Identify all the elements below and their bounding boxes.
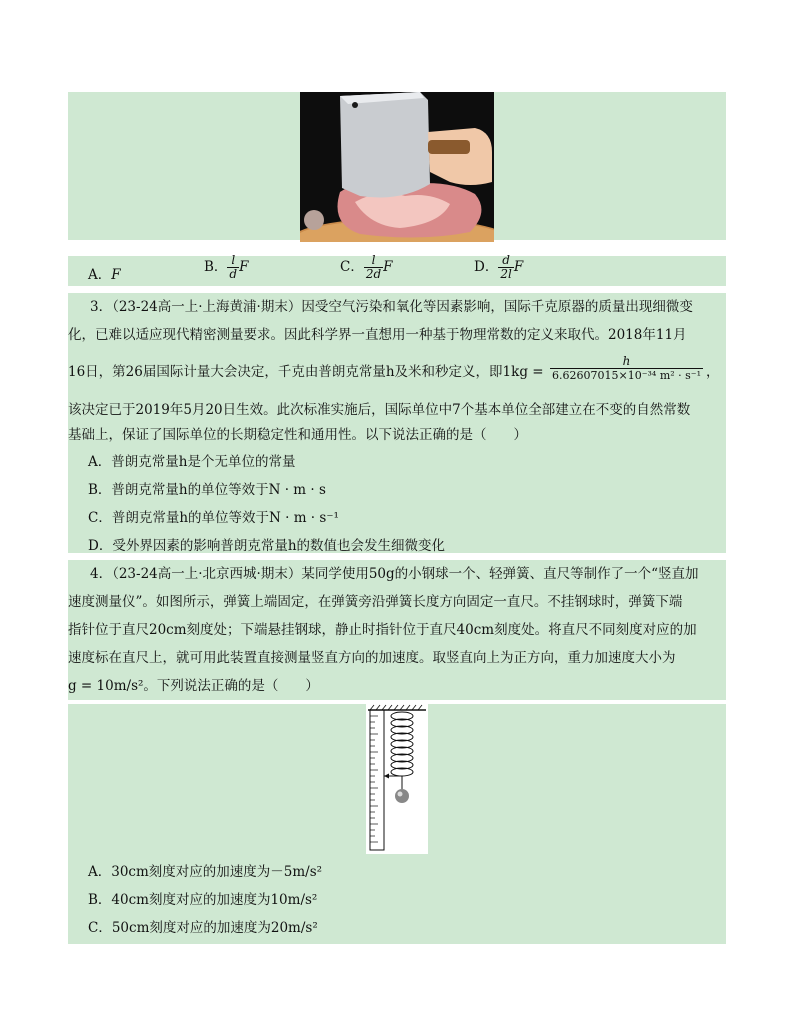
- option-label: D．: [474, 259, 499, 275]
- q3-option-b[interactable]: B．普朗克常量h的单位等效于N · m · s: [88, 482, 326, 498]
- q2-option-d[interactable]: [474, 254, 523, 281]
- q4-stem-line: 4．（23-24高一上·北京西城·期末）某同学使用50g的小钢球一个、轻弹簧、直尺等制作了一个“竖直加: [90, 566, 699, 582]
- q2-option-b[interactable]: [204, 254, 248, 281]
- option-label: B．: [204, 259, 228, 275]
- fraction: $\frac{l}{d}$: [229, 253, 238, 281]
- q2-option-c[interactable]: [340, 254, 393, 281]
- q3-comma: ，: [706, 364, 720, 380]
- option-expr: F: [513, 259, 524, 275]
- option-expr: F: [383, 259, 393, 275]
- cleaver-photo: [300, 92, 494, 242]
- fraction: $\frac{l}{2d}$: [365, 253, 382, 281]
- option-expr: F: [239, 259, 249, 275]
- q4-option-b[interactable]: B．40cm刻度对应的加速度为10m/s²: [88, 892, 318, 908]
- highlight-band: [68, 253, 726, 286]
- q2-option-a[interactable]: [88, 263, 121, 283]
- q4-stem-line: 指针位于直尺20cm刻度处；下端悬挂钢球，静止时指针位于直尺40cm刻度处。将直尺不同刻度对应的加: [68, 622, 697, 638]
- spring-ruler-diagram: [366, 704, 428, 854]
- q3-stem-line: 16日，第26届国际计量大会决定，千克由普朗克常量h及米和秒定义，即1kg =: [68, 364, 544, 380]
- q3-stem-line: 该决定已于2019年5月20日生效。此次标准实施后，国际单位中7个基本单位全部建立在不变的自然常数: [68, 402, 691, 418]
- q4-option-c[interactable]: C．50cm刻度对应的加速度为20m/s²: [88, 920, 318, 936]
- q3-option-d[interactable]: D．受外界因素的影响普朗克常量h的数值也会发生细微变化: [88, 538, 446, 554]
- option-label: C．: [340, 259, 364, 275]
- fraction: $\frac{d}{2l}$: [500, 253, 512, 281]
- option-expr: F: [111, 267, 121, 283]
- q4-stem-line: g = 10m/s²。下列说法正确的是（ ）: [68, 678, 319, 694]
- q3-stem-line: 化，已难以适应现代精密测量要求。因此科学界一直想用一种基于物理常数的定义来取代。2018年11月: [68, 327, 687, 343]
- q3-stem-line: 3．（23-24高一上·上海黄浦·期末）因受空气污染和氧化等因素影响，国际千克原器的质量出现细微变: [90, 299, 693, 315]
- q3-option-a[interactable]: A．普朗克常量h是个无单位的常量: [88, 454, 296, 470]
- q3-option-c[interactable]: C．普朗克常量h的单位等效于N · m · s⁻¹: [88, 510, 339, 526]
- kilogram-formula: $\frac{h}{\text{6.62607015×10⁻³⁴ m² · s⁻¹}}$: [552, 354, 702, 382]
- option-label: A．: [88, 267, 112, 283]
- q4-stem-line: 速度标在直尺上，就可用此装置直接测量竖直方向的加速度。取竖直向上为正方向，重力加速度大小为: [68, 650, 676, 666]
- q3-stem-line: 基础上，保证了国际单位的长期稳定性和通用性。以下说法正确的是（ ）: [68, 427, 527, 443]
- q4-stem-line: 速度测量仪”。如图所示，弹簧上端固定，在弹簧旁沿弹簧长度方向固定一直尺。不挂钢球时，弹簧下端: [68, 594, 683, 610]
- q4-option-a[interactable]: A．30cm刻度对应的加速度为－5m/s²: [88, 864, 323, 880]
